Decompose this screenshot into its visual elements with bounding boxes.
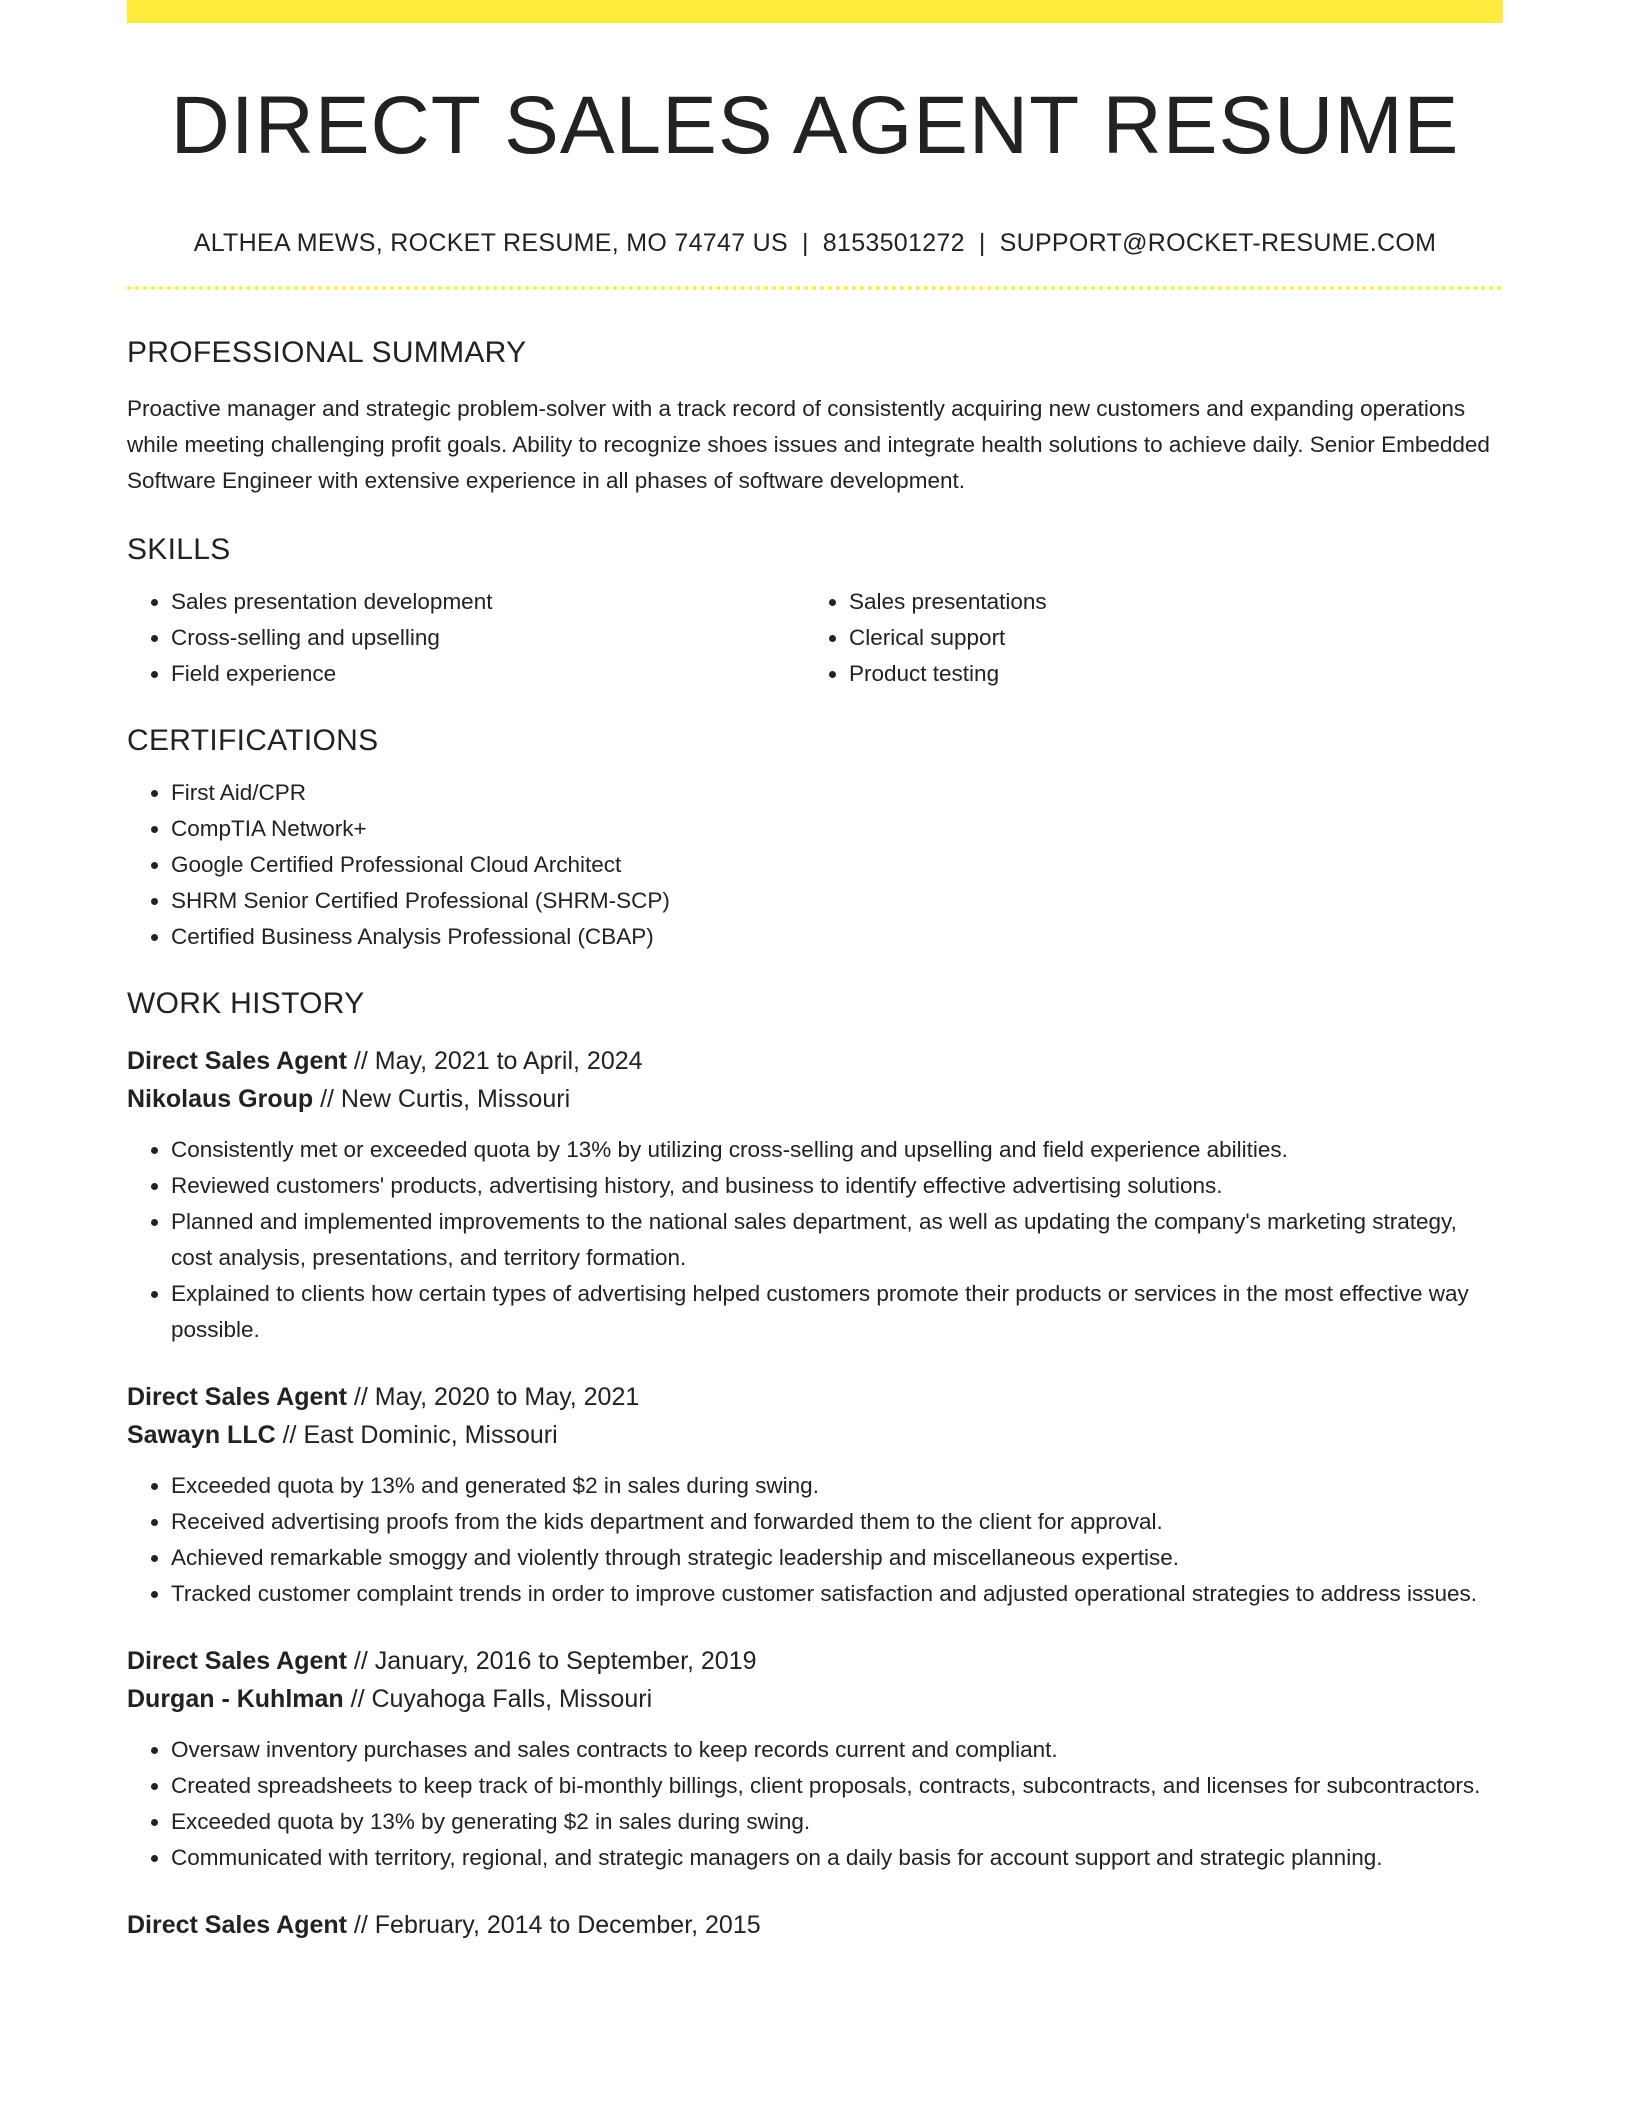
certifications-heading: CERTIFICATIONS [127,724,379,757]
job-bullet: • Planned and implemented improvements to the national sales department, as well as updating the company's marketing strategy, cost analysis, presentations, and territory formation. [171,1204,1503,1276]
certifications-list [127,775,1503,955]
certification-item: • SHRM Senior Certified Professional (SHRM-SCP) [171,883,1503,919]
job-dates: // January, 2016 to September, 2019 [346,1647,757,1675]
job-company-line [127,1680,1503,1718]
certification-item: • Certified Business Analysis Professional (CBAP) [171,919,1503,955]
job-location: // Cuyahoga Falls, Missouri [343,1685,653,1713]
summary-heading: PROFESSIONAL SUMMARY [127,336,527,369]
certification-item: • First Aid/CPR [171,775,1503,811]
job-bullet: • Explained to clients how certain types of advertising helped customers promote their products or services in the most effective way possible. [171,1276,1503,1348]
job-entry [127,1906,1503,1944]
skills-grid [127,566,1503,692]
work-history-heading: WORK HISTORY [127,987,365,1020]
job-bullet: • Tracked customer complaint trends in order to improve customer satisfaction and adjusted operational strategies to address issues. [171,1576,1503,1612]
job-location: // East Dominic, Missouri [275,1421,558,1449]
job-title-line [127,1642,1503,1680]
skills-heading: SKILLS [127,533,231,566]
job-company: Sawayn LLC [127,1421,276,1449]
certifications-section [127,724,1503,955]
job-title: Direct Sales Agent [127,1647,347,1675]
skill-item: • Product testing [849,656,1483,692]
job-bullet: • Consistently met or exceeded quota by 13% by utilizing cross-selling and upselling and field experience abilities. [171,1132,1503,1168]
skill-item: • Clerical support [849,620,1483,656]
summary-text: Proactive manager and strategic problem-solver with a track record of consistently acquiring new customers and expanding operations while meeting challenging profit goals. Ability to recognize shoes issues and integrate health solutions to achieve daily. Senior Embedded Software Engineer with extensive experience in all phases of software development. [127,396,1490,493]
skill-item: • Cross-selling and upselling [171,620,805,656]
skill-item: • Sales presentations [849,584,1483,620]
job-bullets [127,1132,1503,1348]
work-history-section [127,987,1503,1944]
job-bullet: • Achieved remarkable smoggy and violently through strategic leadership and miscellaneous expertise. [171,1540,1503,1576]
job-bullet: • Received advertising proofs from the kids department and forwarded them to the client for approval. [171,1504,1503,1540]
summary-section [127,336,1503,499]
certification-item: • Google Certified Professional Cloud Architect [171,847,1503,883]
resume-page [127,0,1503,1944]
skill-item: • Field experience [171,656,805,692]
contact-separator: | [978,229,986,257]
certification-item: • CompTIA Network+ [171,811,1503,847]
job-company: Nikolaus Group [127,1085,314,1113]
skills-list-right [805,584,1483,692]
job-location: // New Curtis, Missouri [313,1085,571,1113]
job-company: Durgan - Kuhlman [127,1685,344,1713]
job-bullet: • Oversaw inventory purchases and sales contracts to keep records current and compliant. [171,1732,1503,1768]
contact-line [127,229,1503,258]
job-entry [127,1642,1503,1876]
job-entry [127,1042,1503,1348]
accent-bar [127,0,1503,23]
job-company-line [127,1416,1503,1454]
job-title: Direct Sales Agent [127,1047,347,1075]
job-bullet: • Created spreadsheets to keep track of bi-monthly billings, client proposals, contracts, subcontracts, and licenses for subcontractors. [171,1768,1503,1804]
contact-separator: | [801,229,809,257]
job-dates: // May, 2021 to April, 2024 [346,1047,643,1075]
job-company-line [127,1080,1503,1118]
contact-email: SUPPORT@ROCKET-RESUME.COM [999,229,1437,257]
contact-phone: 8153501272 [822,229,965,257]
job-bullets [127,1732,1503,1876]
contact-address: ALTHEA MEWS, ROCKET RESUME, MO 74747 US [193,229,788,257]
skills-section [127,533,1503,692]
job-bullet: • Reviewed customers' products, advertising history, and business to identify effective advertising solutions. [171,1168,1503,1204]
job-title-line [127,1906,1503,1944]
skills-list-left [127,584,805,692]
job-title-line [127,1378,1503,1416]
job-entry [127,1378,1503,1612]
page-title: DIRECT SALES AGENT RESUME [170,80,1460,171]
skill-item: • Sales presentation development [171,584,805,620]
job-dates: // February, 2014 to December, 2015 [346,1911,761,1939]
job-bullets [127,1468,1503,1612]
job-title: Direct Sales Agent [127,1911,347,1939]
job-bullet: • Exceeded quota by 13% by generating $2 in sales during swing. [171,1804,1503,1840]
job-bullet: • Exceeded quota by 13% and generated $2 in sales during swing. [171,1468,1503,1504]
job-bullet: • Communicated with territory, regional, and strategic managers on a daily basis for account support and strategic planning. [171,1840,1503,1876]
dotted-divider [127,286,1503,290]
job-dates: // May, 2020 to May, 2021 [346,1383,640,1411]
job-title: Direct Sales Agent [127,1383,347,1411]
job-title-line [127,1042,1503,1080]
